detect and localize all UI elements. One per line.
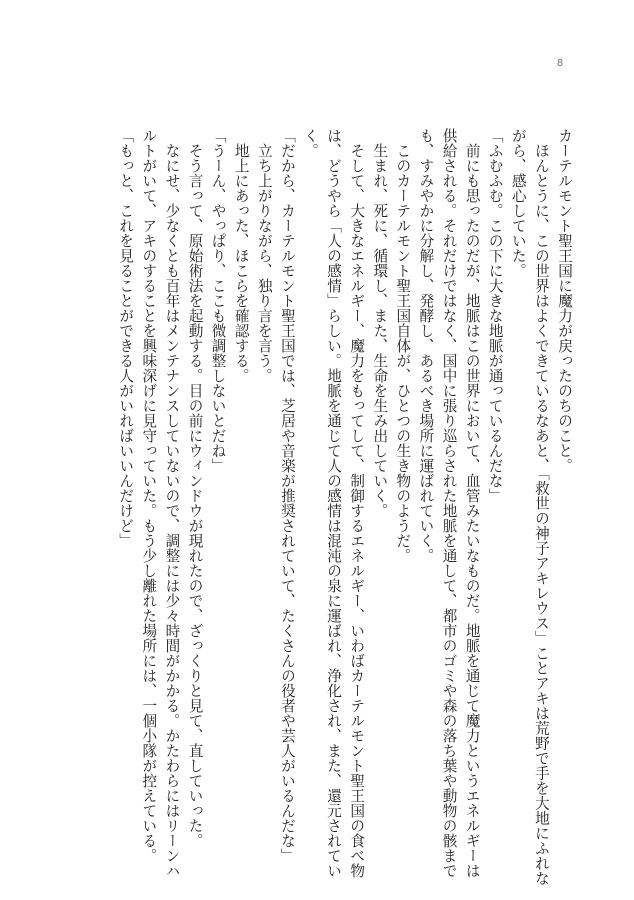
text-line: がら、感心していた。 <box>509 128 527 278</box>
text-line: ほんとうに、この世界はよくできているなあと、「救世の神子アキレウス」ことアキは荒野で手を大地にふれな <box>532 128 550 886</box>
text-line: 地上にあった、ほこらを確認する。 <box>232 128 250 383</box>
dialogue-line: 「ふむふむ。この下に大きな地脈が通っているんだな」 <box>486 128 504 503</box>
page-number: 8 <box>556 58 564 69</box>
text-line: く。 <box>301 128 319 158</box>
dialogue-line: 「うーん、やっぱり、ここも微調整しないとだね」 <box>209 128 227 473</box>
text-line: カーテルモント聖王国に魔力が戻ったのちのこと。 <box>556 128 573 473</box>
body-text <box>114 128 576 886</box>
text-line: 供給される。それだけではなく、国中に張り巡らされた地脈を通して、都市のゴミや森の落ち葉や動物の骸まで <box>440 128 458 878</box>
dialogue-line: 「もっと、これを見ることができる人がいればいいんだけど」 <box>117 128 135 548</box>
text-line: 生まれ、死に、循環し、また、生命を生み出していく。 <box>371 128 389 518</box>
text-line: も、すみやかに分解し、発酵し、あるべき場所に運ばれていく。 <box>417 128 435 563</box>
text-line: そう言って、原始術法を起動する。目の前にウィンドウが現れたので、ざっくりと見て、直していった。 <box>186 128 204 848</box>
text-line: そして、大きなエネルギー、魔力をもってして、制御するエネルギー、いわばカーテルモント聖王国の食べ物 <box>348 128 366 878</box>
text-line: は、どうやら「人の感情」らしい。地脈を通じて人の感情は混沌の泉に運ばれ、浄化され、また、還元されてい <box>325 128 343 878</box>
dialogue-line: 「だから、カーテルモント聖王国では、芝居や音楽が推奨されていて、たくさんの役者や芸人がいるんだな」 <box>278 128 296 863</box>
text-line: なにせ、少なくとも百年はメンテナンスしていないので、調整には少々時間がかかる。かたわらにはリーンハ <box>163 128 181 878</box>
text-line: 前にも思ったのだが、地脈はこの世界において、血管みたいなものだ。地脈を通じて魔力というエネルギーは <box>463 128 481 878</box>
text-line: 立ち上がりながら、独り言を言う。 <box>255 128 273 383</box>
text-line: ルトがいて、アキのすることを興味深げに見守っていた。もう少し離れた場所には、一個小隊が控えている。 <box>140 128 158 863</box>
text-line: このカーテルモント聖王国自体が、ひとつの生き物のようだ。 <box>394 128 412 563</box>
